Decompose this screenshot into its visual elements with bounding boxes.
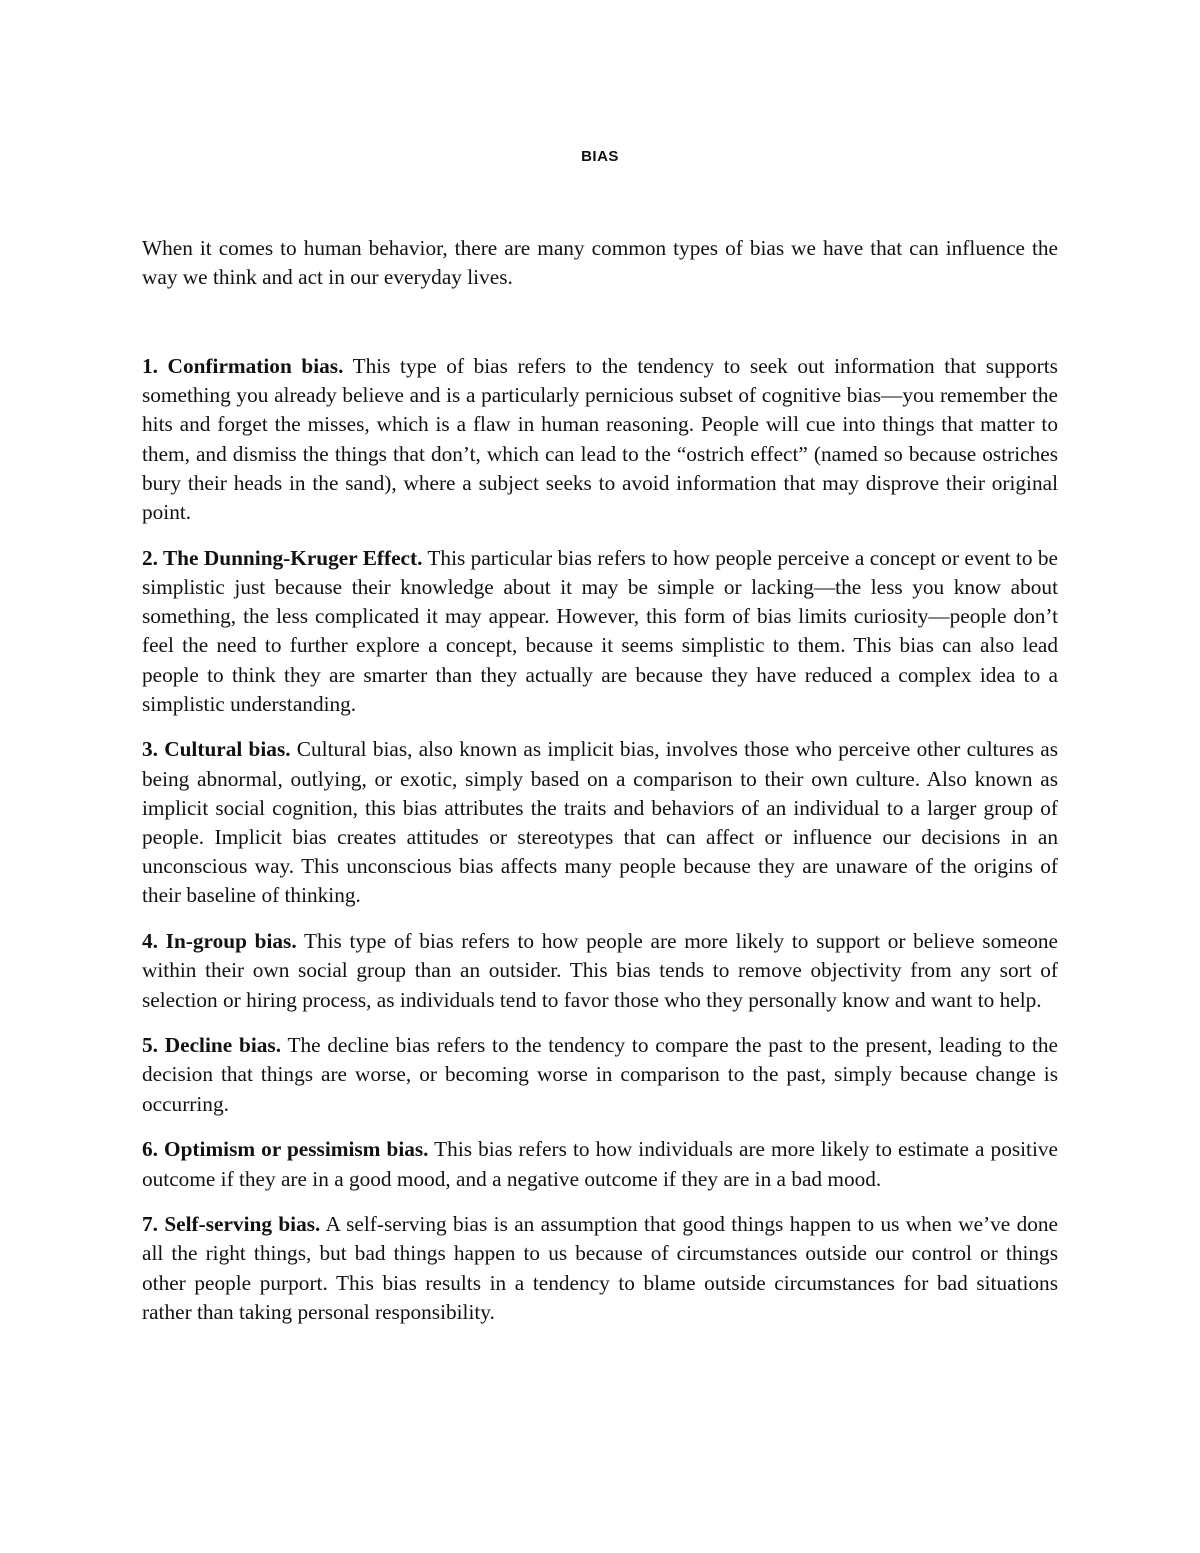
bias-item-heading: 6. Optimism or pessimism bias. <box>142 1137 429 1162</box>
bias-item-heading: 2. The Dunning-Kruger Effect. <box>142 545 423 570</box>
bias-item-heading: 1. Confirmation bias. <box>142 354 344 378</box>
bias-item-heading: 3. Cultural bias. <box>142 737 291 762</box>
bias-item-text: This type of bias refers to how people are more likely to support or believe someone within their own social group than an outsider. This bias tends to remove objectivity from any sort of selection or hiring process, as individuals tend to favor those who they personally know and want to help. <box>142 929 1058 1012</box>
bias-list <box>142 352 1058 1344</box>
bias-item-heading: 4. In-group bias. <box>142 929 297 954</box>
bias-item-text: The decline bias refers to the tendency to compare the past to the present, leading to the decision that things are worse, or becoming worse in comparison to the past, simply because change is occurring. <box>142 1033 1058 1116</box>
bias-item-heading: 7. Self-serving bias. <box>142 1212 321 1237</box>
bias-item-confirmation <box>142 352 1058 527</box>
bias-item-text: This particular bias refers to how people perceive a concept or event to be simplistic just because their knowledge about it may be simple or lacking—the less you know about something, the less complicated it may appear. However, this form of bias limits curiosity—people don’t feel the need to further explore a concept, because it seems simplistic to them. This bias can also lead people to think they are smarter than they actually are because they have reduced a complex idea to a simplistic understanding. <box>142 545 1058 716</box>
bias-item-dunning-kruger <box>142 544 1058 719</box>
intro-paragraph: When it comes to human behavior, there are many common types of bias we have that can influence the way we think and act in our everyday lives. <box>142 236 1058 290</box>
bias-item-self-serving <box>142 1210 1058 1327</box>
bias-item-decline <box>142 1031 1058 1119</box>
bias-item-heading: 5. Decline bias. <box>142 1033 282 1058</box>
bias-item-text: A self-serving bias is an assumption that good things happen to us when we’ve done all the right things, but bad things happen to us because of circumstances outside our control or things other people purport. This bias results in a tendency to blame outside circumstances for bad situations rather than taking personal responsibility. <box>142 1212 1059 1324</box>
bias-item-text: This type of bias refers to the tendency to seek out information that supports something you already believe and is a particularly pernicious subset of cognitive bias—you remember the hits and forget the misses, which is a flaw in human reasoning. People will cue into things that matter to them, and dismiss the things that don’t, which can lead to the “ostrich effect” (named so because ostriches bury their heads in the sand), where a subject seeks to avoid information that may disprove their original point. <box>142 354 1058 525</box>
bias-item-text: This bias refers to how individuals are more likely to estimate a positive outcome if they are in a good mood, and a negative outcome if they are in a bad mood. <box>142 1137 1058 1191</box>
bias-item-cultural <box>142 735 1058 910</box>
bias-item-text: Cultural bias, also known as implicit bias, involves those who perceive other cultures as being abnormal, outlying, or exotic, simply based on a comparison to their own culture. Also known as implicit social cognition, this bias attributes the traits and behaviors of an individual to a larger group of people. Implicit bias creates attitudes or stereotypes that can affect or influence our decisions in an unconscious way. This unconscious bias affects many people because they are unaware of the origins of their baseline of thinking. <box>142 737 1058 908</box>
bias-item-optimism-pessimism <box>142 1135 1058 1193</box>
bias-item-in-group <box>142 927 1058 1015</box>
document-title: BIAS <box>581 148 619 165</box>
